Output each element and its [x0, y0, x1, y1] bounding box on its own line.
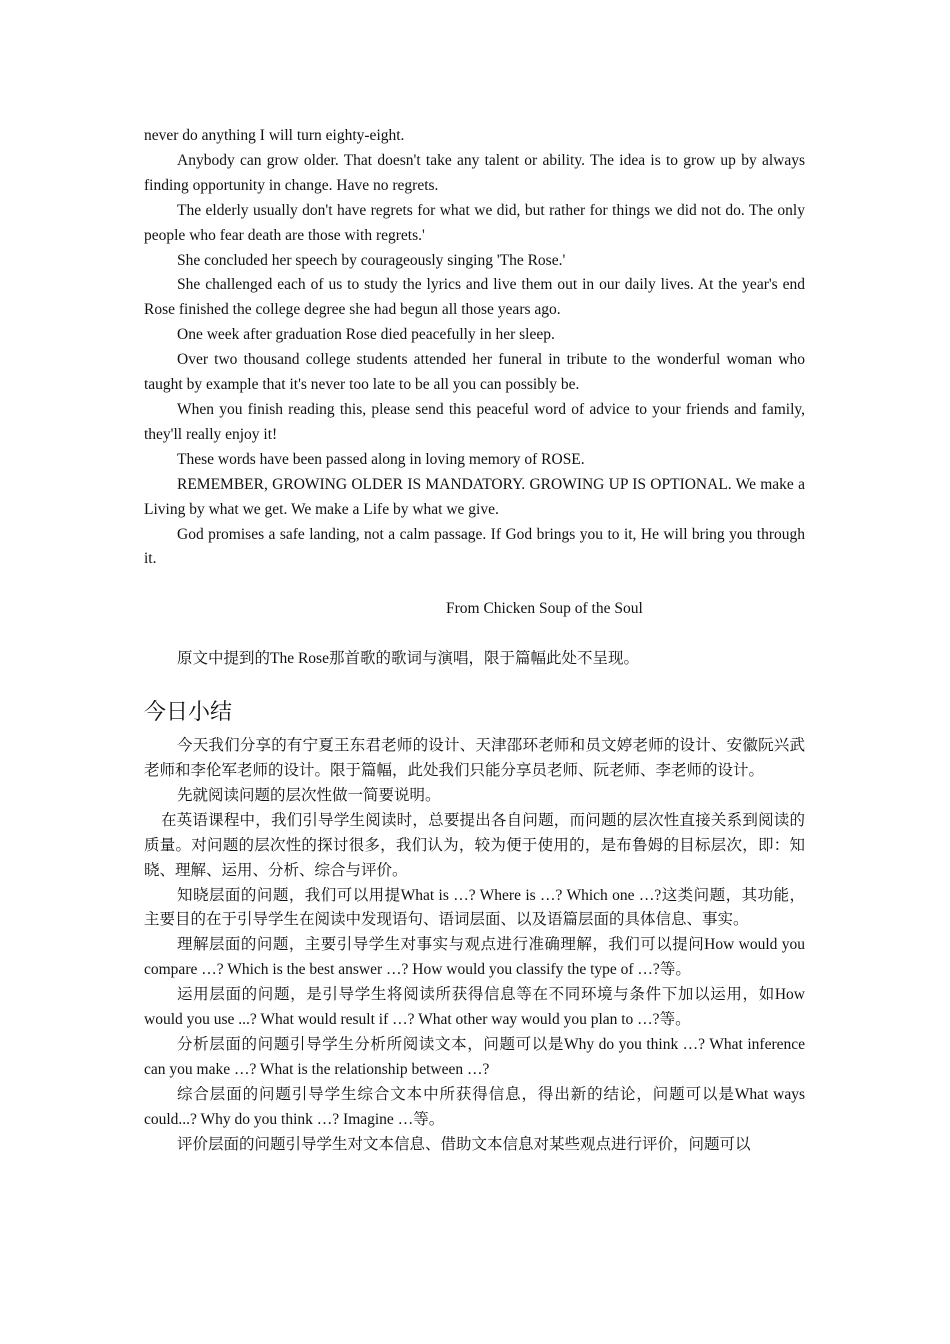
story-paragraph: She challenged each of us to study the lyrics and live them out in our daily lives. At the year's end Rose finished the college degree she had begun all those years ago.	[144, 276, 805, 319]
document-body	[144, 124, 805, 1158]
summary-paragraph: 运用层面的问题，是引导学生将阅读所获得信息等在不同环境与条件下加以运用，如How would you use ...? What would result if …? What other way would you plan to …?等。	[144, 986, 805, 1029]
story-note: 原文中提到的The Rose那首歌的歌词与演唱，限于篇幅此处不呈现。	[177, 650, 639, 668]
story-paragraph: These words have been passed along in loving memory of ROSE.	[177, 450, 585, 468]
summary-paragraph: 综合层面的问题引导学生综合文本中所获得信息，得出新的结论，问题可以是What ways could...? Why do you think …? Imagine …等。	[144, 1085, 805, 1128]
story-paragraph: She concluded her speech by courageously singing 'The Rose.'	[177, 251, 566, 269]
summary-paragraph: 理解层面的问题，主要引导学生对事实与观点进行准确理解，我们可以提问How would you compare …? Which is the best answer …? How would you classify the type of …?等。	[144, 936, 805, 979]
story-paragraph: Over two thousand college students attended her funeral in tribute to the wonderful woman who taught by example that it's never too late to be all you can possibly be.	[144, 351, 805, 394]
summary-paragraph: 先就阅读问题的层次性做一简要说明。	[177, 786, 441, 804]
summary-paragraph: 今天我们分享的有宁夏王东君老师的设计、天津邵环老师和员文婷老师的设计、安徽阮兴武老师和李伦军老师的设计。限于篇幅，此处我们只能分享员老师、阮老师、李老师的设计。	[144, 737, 805, 780]
story-paragraph: REMEMBER, GROWING OLDER IS MANDATORY. GROWING UP IS OPTIONAL. We make a Living by what we get. We make a Life by what we give.	[144, 475, 805, 518]
story-paragraph: When you finish reading this, please send this peaceful word of advice to your friends and family, they'll really enjoy it!	[144, 400, 805, 443]
summary-paragraph: 在英语课程中，我们引导学生阅读时，总要提出各自问题，而问题的层次性直接关系到阅读的质量。对问题的层次性的探讨很多，我们认为，较为便于使用的，是布鲁姆的目标层次，即：知晓、理解、运用、分析、综合与评价。	[144, 811, 805, 879]
story-source: From Chicken Soup of the Soul	[446, 600, 643, 618]
summary-paragraph: 分析层面的问题引导学生分析所阅读文本，问题可以是Why do you think …? What inference can you make …? What is the relationship between …?	[144, 1036, 805, 1078]
summary-heading: 今日小结	[144, 700, 233, 726]
story-paragraph: One week after graduation Rose died peacefully in her sleep.	[177, 326, 555, 344]
story-paragraph: never do anything I will turn eighty-eight.	[144, 127, 405, 144]
summary-paragraph: 知晓层面的问题，我们可以用提What is …? Where is …? Which one …?这类问题，其功能，主要目的在于引导学生在阅读中发现语句、语词层面、以及语篇层面的具体信息、事实。	[144, 886, 805, 929]
story-paragraph: Anybody can grow older. That doesn't take any talent or ability. The idea is to grow up by always finding opportunity in change. Have no regrets.	[144, 151, 805, 194]
story-paragraph: The elderly usually don't have regrets for what we did, but rather for things we did not do. The only people who fear death are those with regrets.'	[144, 201, 805, 244]
summary-paragraph: 评价层面的问题引导学生对文本信息、借助文本信息对某些观点进行评价，问题可以	[177, 1135, 751, 1153]
story-paragraph: God promises a safe landing, not a calm passage. If God brings you to it, He will bring you through it.	[144, 525, 805, 568]
